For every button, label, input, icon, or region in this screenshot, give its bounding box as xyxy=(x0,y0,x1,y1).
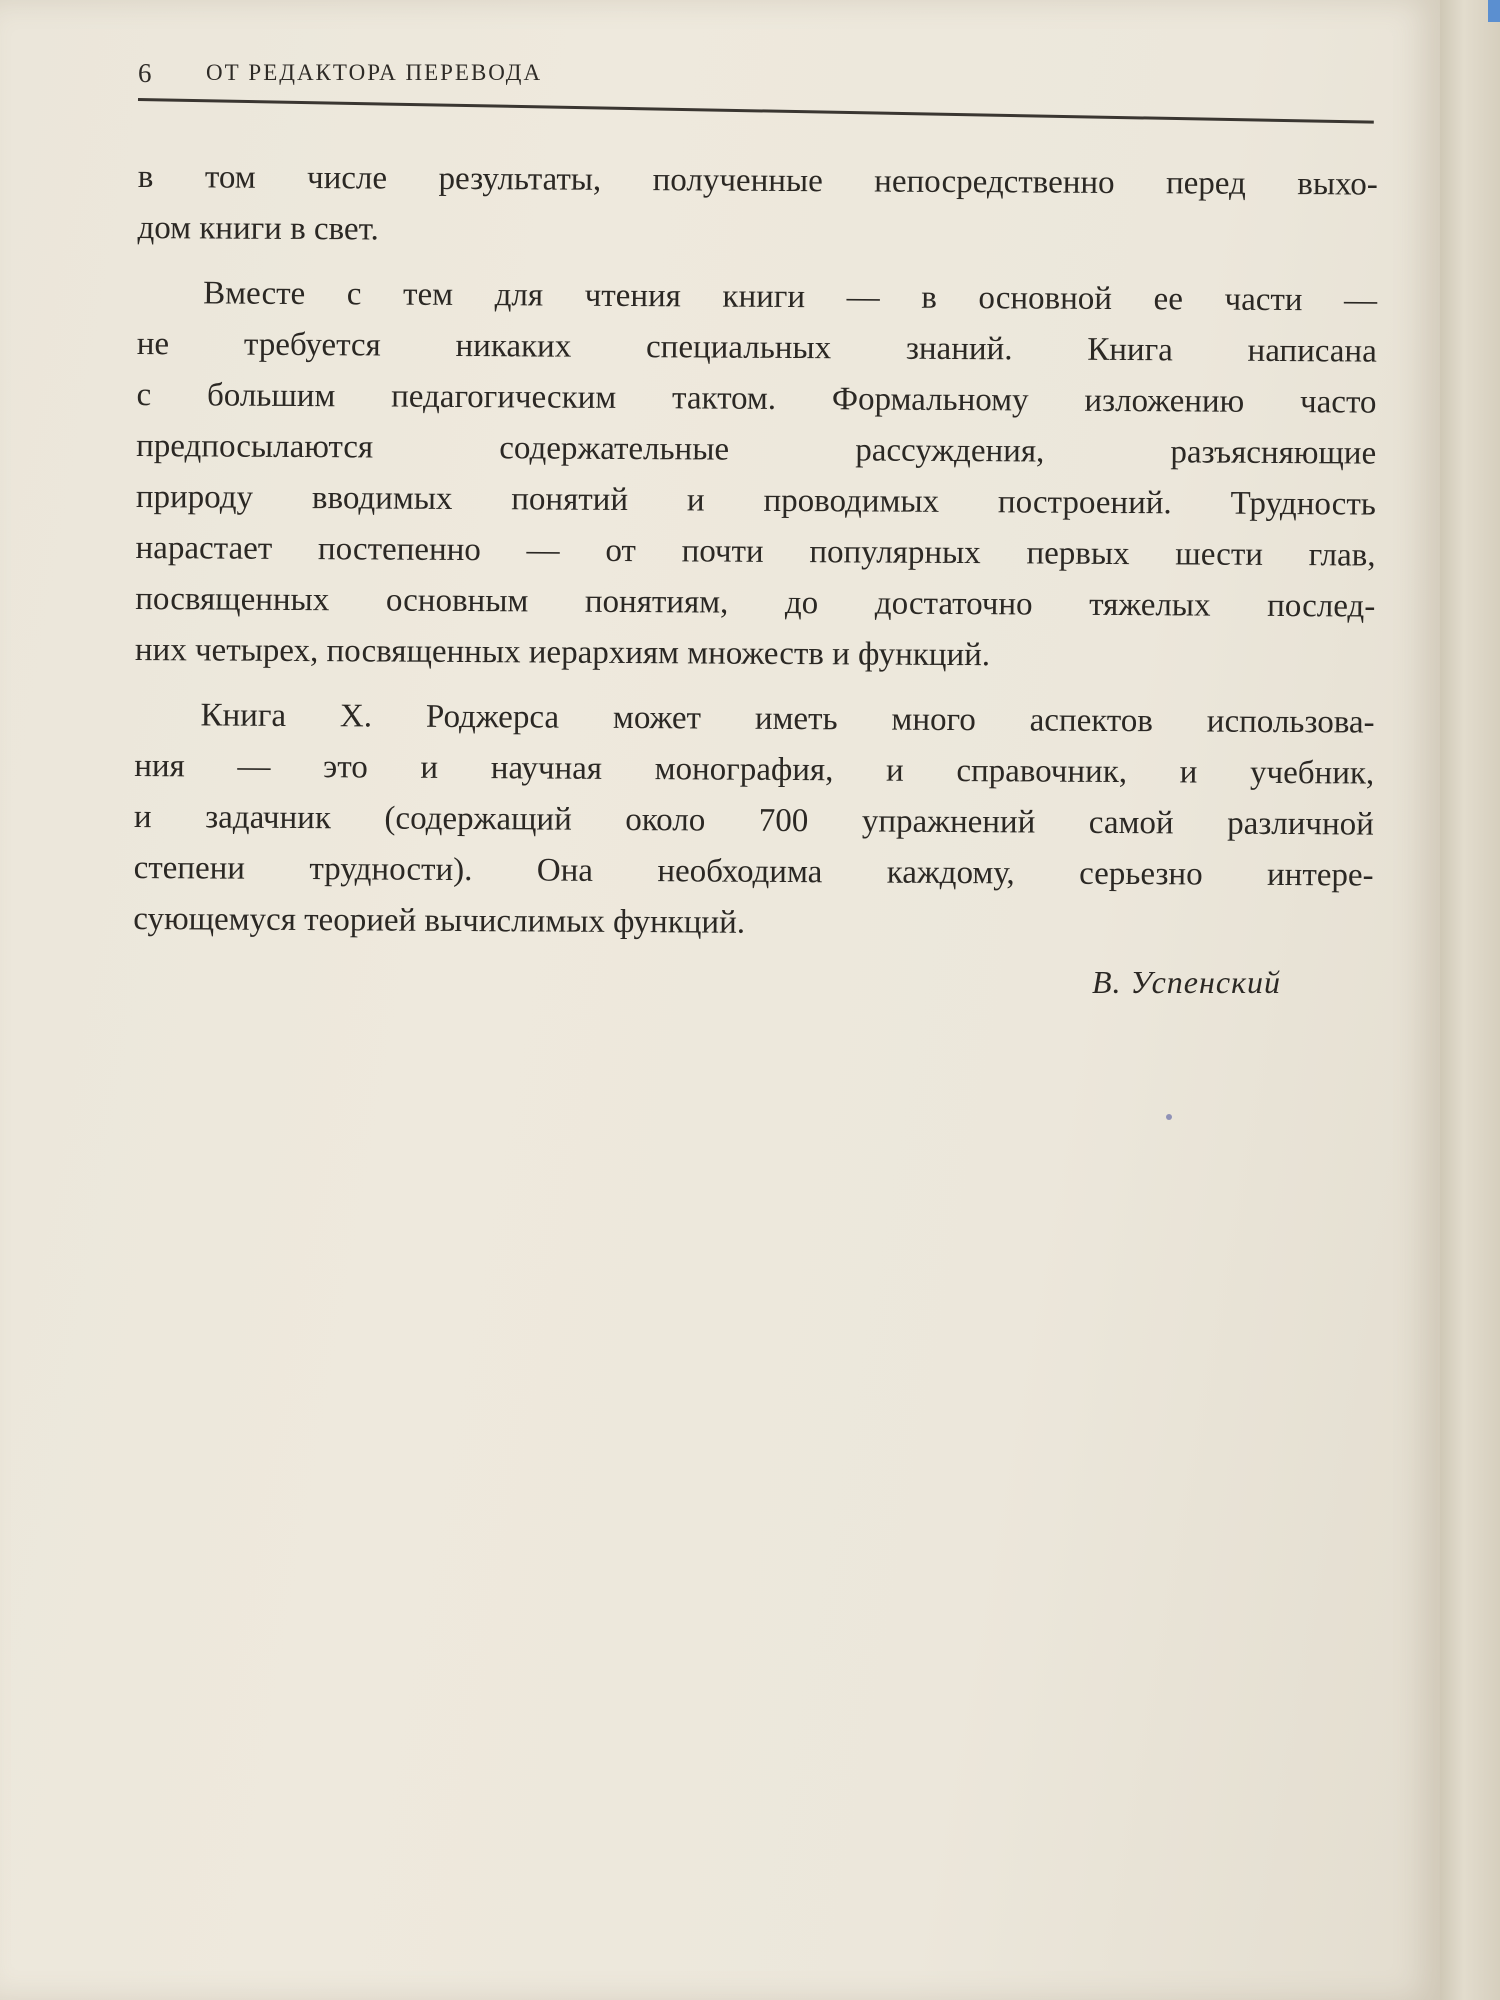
paragraph xyxy=(133,690,1375,953)
paragraph xyxy=(135,268,1377,684)
page-number: 6 xyxy=(138,58,152,88)
text-line: посвященных основным понятиям, до достаточно тяжелых послед- xyxy=(135,580,1376,625)
next-page-edge xyxy=(1440,0,1500,2000)
text-line: Вместе с тем для чтения книги — в основной ее части — xyxy=(203,275,1378,319)
paragraph xyxy=(137,152,1378,262)
text-line: сующемуся теорией вычислимых функций. xyxy=(133,900,746,941)
text-line: в том числе результаты, полученные непосредственно перед выхо- xyxy=(137,158,1378,203)
text-line: степени трудности). Она необходима каждому, серьезно интере- xyxy=(133,849,1374,894)
body-text xyxy=(133,152,1378,953)
text-line: Книга X. Роджерса может иметь много аспектов использова- xyxy=(200,697,1375,741)
text-line: природу вводимых понятий и проводимых построений. Трудность xyxy=(135,478,1376,523)
text-line: ния — это и научная монография, и справочник, и учебник, xyxy=(134,747,1375,792)
paper-speck xyxy=(1166,1114,1172,1120)
text-line: нарастает постепенно — от почти популярных первых шести глав, xyxy=(135,529,1376,574)
running-head xyxy=(138,58,1378,98)
author-signature: В. Успенский xyxy=(1092,964,1282,1000)
header-rule xyxy=(138,98,1374,124)
running-head-title: ОТ РЕДАКТОРА ПЕРЕВОДА xyxy=(206,60,543,85)
text-line: не требуется никаких специальных знаний. Книга написана xyxy=(136,325,1377,370)
text-line: них четырех, посвященных иерархиям множеств и функций. xyxy=(134,631,991,674)
text-line: предпосылаются содержательные рассуждения, разъясняющие xyxy=(136,427,1377,472)
text-line: дом книги в свет. xyxy=(137,209,379,248)
text-line: и задачник (содержащий около 700 упражнений самой различной xyxy=(133,798,1375,843)
bookmark-tab xyxy=(1488,0,1500,22)
text-line: с большим педагогическим тактом. Формальному изложению часто xyxy=(136,376,1377,421)
